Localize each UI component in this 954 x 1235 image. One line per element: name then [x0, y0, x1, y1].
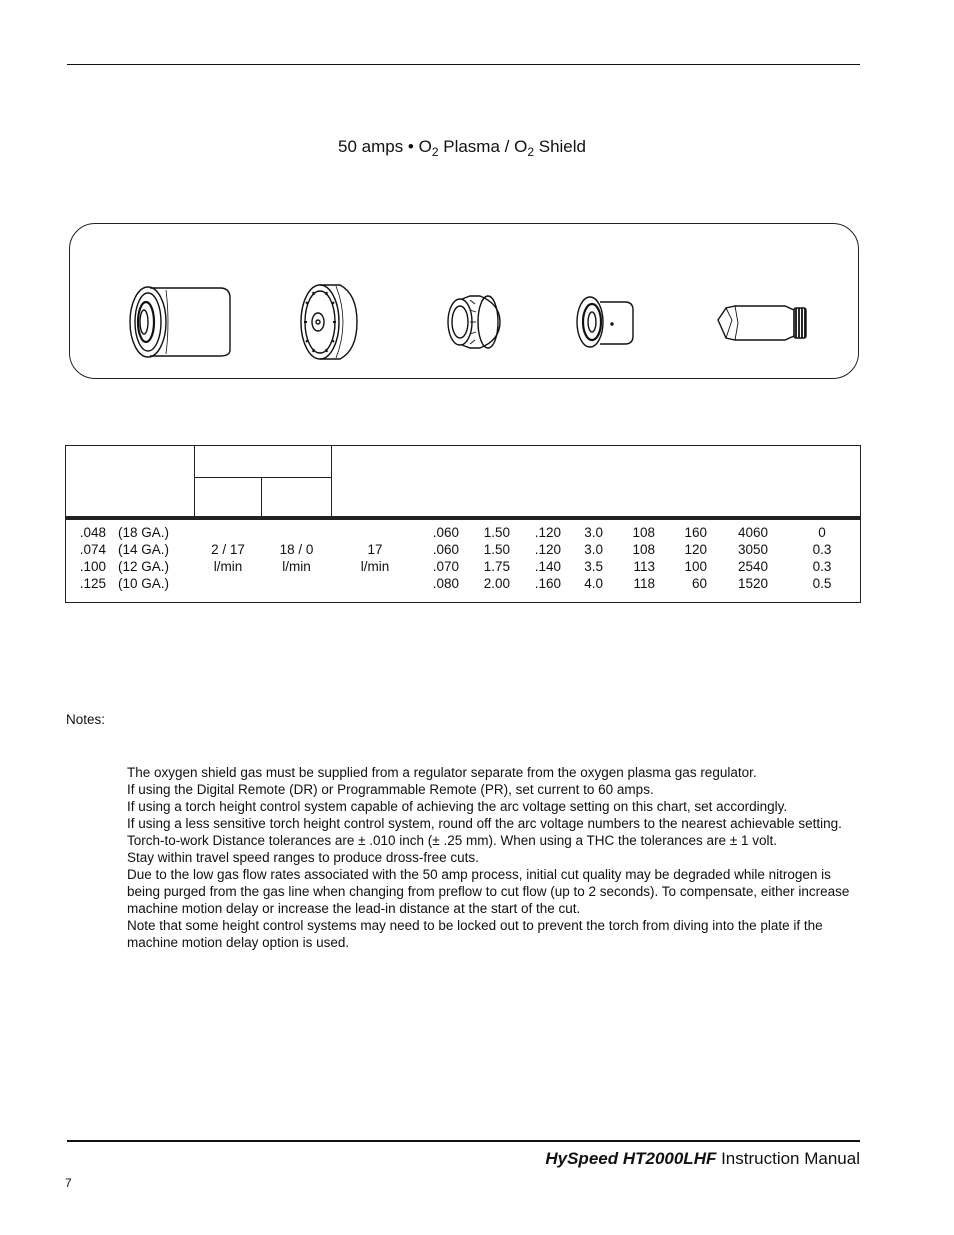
- nozzle-icon: [577, 297, 633, 347]
- note-item: If using a less sensitive torch height control system, round off the arc voltage numbers to the nearest achievable setting.: [127, 816, 842, 831]
- value-column: 0 0.3 0.3 0.5: [812, 525, 832, 591]
- notes-list: [127, 764, 867, 951]
- subheader-divider: [194, 477, 331, 478]
- shield-cap-icon: [301, 285, 357, 359]
- manual-title: HySpeed HT2000LHF Instruction Manual: [545, 1149, 860, 1168]
- consumables-panel: [69, 223, 859, 379]
- cut-chart-table: [65, 445, 861, 603]
- page-title: 50 amps • $O_2$ Plasma / $O_2$ Shield: [338, 137, 586, 159]
- note-item: The oxygen shield gas must be supplied from a regulator separate from the oxygen plasma gas regulator.: [127, 765, 757, 780]
- note-item: Stay within travel speed ranges to produce dross-free cuts.: [127, 850, 479, 865]
- value-column: .060 .060 .070 .080: [432, 525, 459, 591]
- note-item: Note that some height control systems may need to be locked out to prevent the torch from diving into the plate if the machine motion delay option is used.: [127, 918, 823, 950]
- product-name: HySpeed HT2000LHF: [545, 1149, 717, 1168]
- note-item: Due to the low gas flow rates associated with the 50 amp process, initial cut quality may be degraded while nitrogen is being purged from the gas line when changing from preflow to cut flow (up to 2 seconds). To compensate, either increase machine motion delay or increase the lead-in distance at the start of the cut.: [127, 867, 850, 916]
- page-number: 7: [65, 1176, 72, 1190]
- header-divider: [66, 516, 860, 520]
- swirl-ring-icon: [448, 296, 500, 348]
- header-rule: [67, 64, 860, 65]
- thickness-column: .048 .074 .100 .125: [79, 525, 106, 591]
- note-item: If using the Digital Remote (DR) or Programmable Remote (PR), set current to 60 amps.: [127, 782, 654, 797]
- plasma-flow-column: 2 / 17 l/min: [211, 542, 245, 574]
- value-column: .120 .120 .140 .160: [534, 525, 561, 591]
- gauge-column: (18 GA.) (14 GA.) (12 GA.) (10 GA.): [118, 525, 170, 591]
- column-divider: [331, 446, 332, 520]
- note-item: If using a torch height control system capable of achieving the arc voltage setting on this chart, set accordingly.: [127, 799, 788, 814]
- column-divider: [194, 446, 195, 520]
- value-column: 3.0 3.0 3.5 4.0: [584, 525, 603, 591]
- value-column: 108 108 113 118: [632, 525, 655, 591]
- notes-label: Notes:: [66, 712, 106, 727]
- value-column: 1.50 1.50 1.75 2.00: [483, 525, 510, 591]
- shield-icon: [130, 287, 230, 357]
- note-item: Torch-to-work Distance tolerances are ± .010 inch (± .25 mm). When using a THC the tolerances are ± 1 volt.: [127, 833, 777, 848]
- value-column: 160 120 100 60: [684, 525, 707, 591]
- footer-rule: [67, 1140, 860, 1142]
- column-divider: [261, 477, 262, 520]
- cut-flow-column: 17 l/min: [360, 542, 390, 574]
- shield-flow-column: 18 / 0 l/min: [279, 542, 314, 574]
- value-column: 4060 3050 2540 1520: [737, 525, 768, 591]
- electrode-icon: [718, 306, 806, 340]
